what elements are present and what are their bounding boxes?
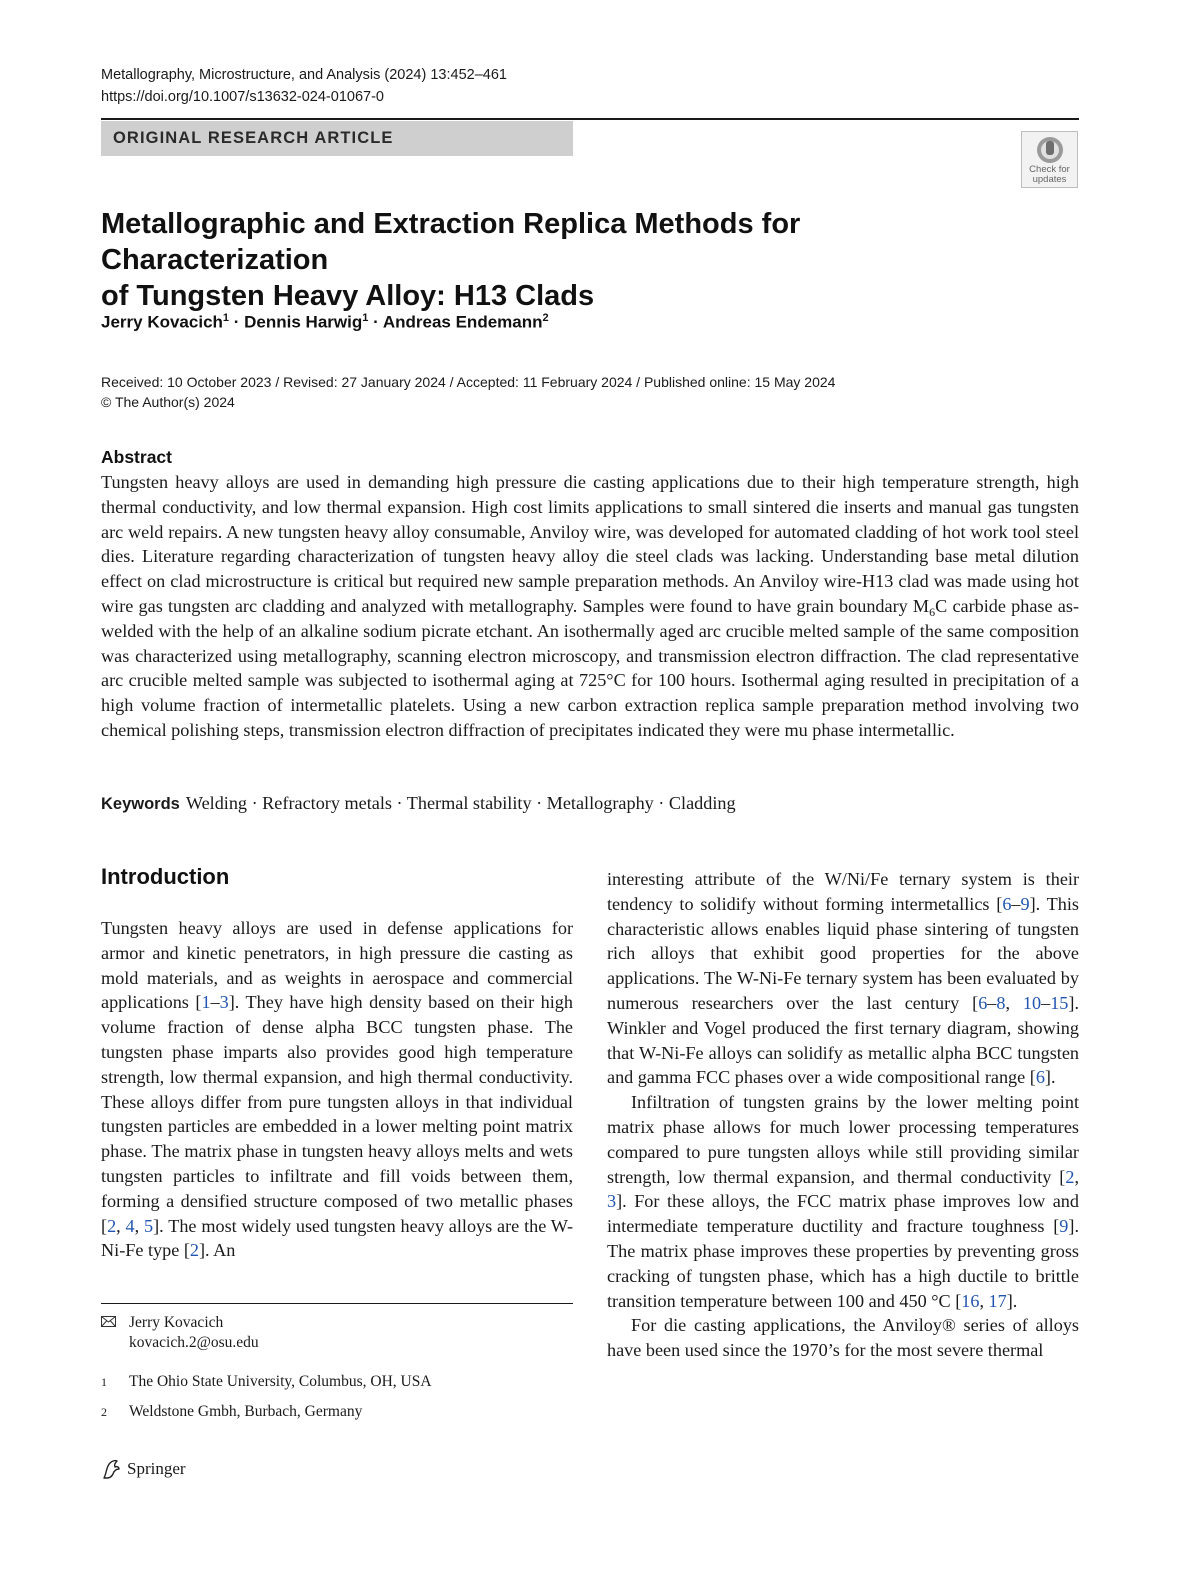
- copyright-line: © The Author(s) 2024: [101, 394, 235, 410]
- keywords-heading: Keywords: [101, 795, 180, 813]
- title-line-2: of Tungsten Heavy Alloy: H13 Clads: [101, 280, 595, 312]
- corresponding-author: [101, 1313, 573, 1353]
- section-label: ORIGINAL RESEARCH ARTICLE: [101, 121, 573, 156]
- citation-link[interactable]: 4: [125, 1215, 135, 1236]
- citation-link[interactable]: 10: [1022, 992, 1042, 1013]
- journal-citation: Metallography, Microstructure, and Analysis (2024) 13:452–461: [101, 67, 507, 83]
- abstract-text-part: Tungsten heavy alloys are used in demanding high pressure die casting applications due to their high temperature strength, high thermal conductivity, and low thermal expansion. High cost limits applications to small sintered die inserts and manual gas tungsten arc weld repairs. A new tungsten heavy alloy consumable, Anviloy wire, was developed for automated cladding of hot work tool steel dies. Literature regarding characterization of tungsten heavy alloy die steel clads was lacking. Understanding base metal dilution effect on clad microstructure is critical but required new sample preparation methods. An Anviloy wire-H13 clad was made using hot wire gas tungsten arc cladding and analyzed with metallography. Samples were found to have grain boundary M: [101, 472, 1079, 616]
- intro-paragraph: For die casting applications, the Anviloy® series of alloys have been used since the 1970’s for the most severe thermal: [607, 1315, 1079, 1361]
- dates-line: Received: 10 October 2023 / Revised: 27 January 2024 / Accepted: 11 February 2024 / Published online: 15 May 2024: [101, 374, 836, 390]
- check-for-updates-badge[interactable]: [1021, 131, 1078, 188]
- citation-link[interactable]: 6: [1002, 893, 1012, 914]
- affiliation-text: The Ohio State University, Columbus, OH, USA: [129, 1373, 432, 1390]
- citation-link[interactable]: 5: [144, 1215, 154, 1236]
- citation-link[interactable]: 6: [978, 992, 988, 1013]
- author-name[interactable]: Dennis Harwig: [244, 312, 363, 332]
- citation-link[interactable]: 3: [607, 1191, 617, 1212]
- intro-paragraph: interesting attribute of the W/Ni/Fe ternary system is their tendency to solidify without forming intermetallics [6–9]. This characteristic allows enables liquid phase sintering of tungsten rich alloys that exhibit good properties for the above applications. The W-Ni-Fe ternary system has been evaluated by numerous researchers over the last century [6–8, 10–15]. Winkler and Vogel produced the first ternary diagram, showing that W-Ni-Fe alloys can solidify as metallic alpha BCC tungsten and gamma FCC phases over a wide compositional range [6].: [607, 869, 1080, 1088]
- citation-link[interactable]: 8: [996, 992, 1006, 1013]
- keywords-text: Welding · Refractory metals · Thermal stability · Metallography · Cladding: [185, 793, 736, 813]
- envelope-icon: [101, 1313, 129, 1353]
- springer-horse-icon: [101, 1458, 121, 1480]
- intro-paragraph: Infiltration of tungsten grains by the lower melting point matrix phase allows for much lower processing temperatures compared to pure tungsten alloys while still providing similar strength, low thermal expansion, and thermal conductivity [2, 3]. For these alloys, the FCC matrix phase improves low and intermediate temperature ductility and fracture toughness [9]. The matrix phase improves these properties by preventing gross cracking of tungsten phase, which has a high ductile to brittle transition temperature between 100 and 450 °C [16, 17].: [607, 1092, 1079, 1311]
- abstract-heading: Abstract: [101, 447, 172, 467]
- footnotes: [101, 1313, 573, 1422]
- corresponding-author-name: Jerry Kovacich: [129, 1314, 224, 1331]
- citation-link[interactable]: 2: [107, 1215, 117, 1236]
- corresponding-author-email[interactable]: kovacich.2@osu.edu: [129, 1334, 259, 1351]
- title-line-1: Metallographic and Extraction Replica Methods for Characterization: [101, 208, 801, 276]
- citation-link[interactable]: 6: [1035, 1067, 1045, 1088]
- citation-link[interactable]: 3: [219, 992, 229, 1013]
- affiliation: [101, 1402, 573, 1422]
- check-for-updates-icon: [1034, 135, 1066, 165]
- author-separator: ·: [229, 312, 245, 332]
- journal-header: [101, 64, 507, 108]
- author-separator: ·: [368, 312, 383, 332]
- affiliation-mark: 2: [101, 1405, 107, 1419]
- citation-link[interactable]: 15: [1050, 992, 1069, 1013]
- keywords-line: [101, 793, 736, 814]
- author-affiliation-mark: 1: [222, 312, 230, 324]
- intro-left-column: [101, 916, 573, 1263]
- author-affiliation-mark: 1: [362, 312, 369, 324]
- footnote-rule: [101, 1303, 573, 1304]
- intro-right-column: [607, 867, 1079, 1363]
- author-list: [101, 312, 549, 333]
- author-affiliation-mark: 2: [542, 312, 549, 324]
- check-badge-line2: updates: [1032, 174, 1067, 185]
- citation-link[interactable]: 2: [189, 1240, 199, 1261]
- citation-link[interactable]: 16: [961, 1290, 980, 1311]
- affiliation: [101, 1372, 573, 1392]
- citation-link[interactable]: 9: [1059, 1216, 1069, 1237]
- header-rule: [101, 118, 1079, 120]
- publication-dates: [101, 372, 835, 412]
- abstract-subscript: 6: [929, 604, 936, 619]
- check-badge-line1: Check for: [1029, 164, 1070, 175]
- author-name[interactable]: Jerry Kovacich: [101, 312, 223, 332]
- citation-link[interactable]: 9: [1020, 893, 1030, 914]
- article-title: [101, 206, 1031, 314]
- publisher-name: Springer: [127, 1459, 186, 1478]
- affiliation-mark: 1: [101, 1375, 107, 1389]
- author-name[interactable]: Andreas Endemann: [382, 312, 543, 332]
- abstract-text: [101, 470, 1079, 743]
- affiliation-text: Weldstone Gmbh, Burbach, Germany: [129, 1403, 363, 1420]
- publisher-footer: [101, 1458, 186, 1480]
- abstract-text-part: C carbide phase as-welded with the help of an alkaline sodium picrate etchant. An isothermally aged arc crucible melted sample of the same composition was characterized using metallography, scanning electron microscopy, and transmission electron diffraction. The clad representative arc crucible melted sample was subjected to isothermal aging at 725°C for 100 hours. Isothermal aging resulted in precipitation of a high volume fraction of intermetallic platelets. Using a new carbon extraction replica sample preparation method involving two chemical polishing steps, transmission electron diffraction of precipitates indicated they were mu phase intermetallic.: [101, 595, 1079, 740]
- doi-link[interactable]: https://doi.org/10.1007/s13632-024-01067-0: [101, 89, 384, 105]
- citation-link[interactable]: 1: [201, 992, 211, 1013]
- intro-paragraph: Tungsten heavy alloys are used in defense applications for armor and kinetic penetrators, in high pressure die casting as mold materials, and as weights in aerospace and commercial applications [1–3]. They have high density based on their high volume fraction of dense alpha BCC tungsten phase. The tungsten phase imparts also provides good high temperature strength, low thermal expansion, and high thermal conductivity. These alloys differ from pure tungsten alloys in that individual tungsten particles are embedded in a lower melting point matrix phase. The matrix phase in tungsten heavy alloys melts and wets tungsten particles to infiltrate and fill voids between them, forming a densified structure composed of two metallic phases [2, 4, 5]. The most widely used tungsten heavy alloys are the W-Ni-Fe type [2]. An: [101, 918, 574, 1261]
- citation-link[interactable]: 17: [988, 1290, 1007, 1311]
- introduction-heading: Introduction: [101, 864, 230, 889]
- citation-link[interactable]: 2: [1065, 1166, 1075, 1187]
